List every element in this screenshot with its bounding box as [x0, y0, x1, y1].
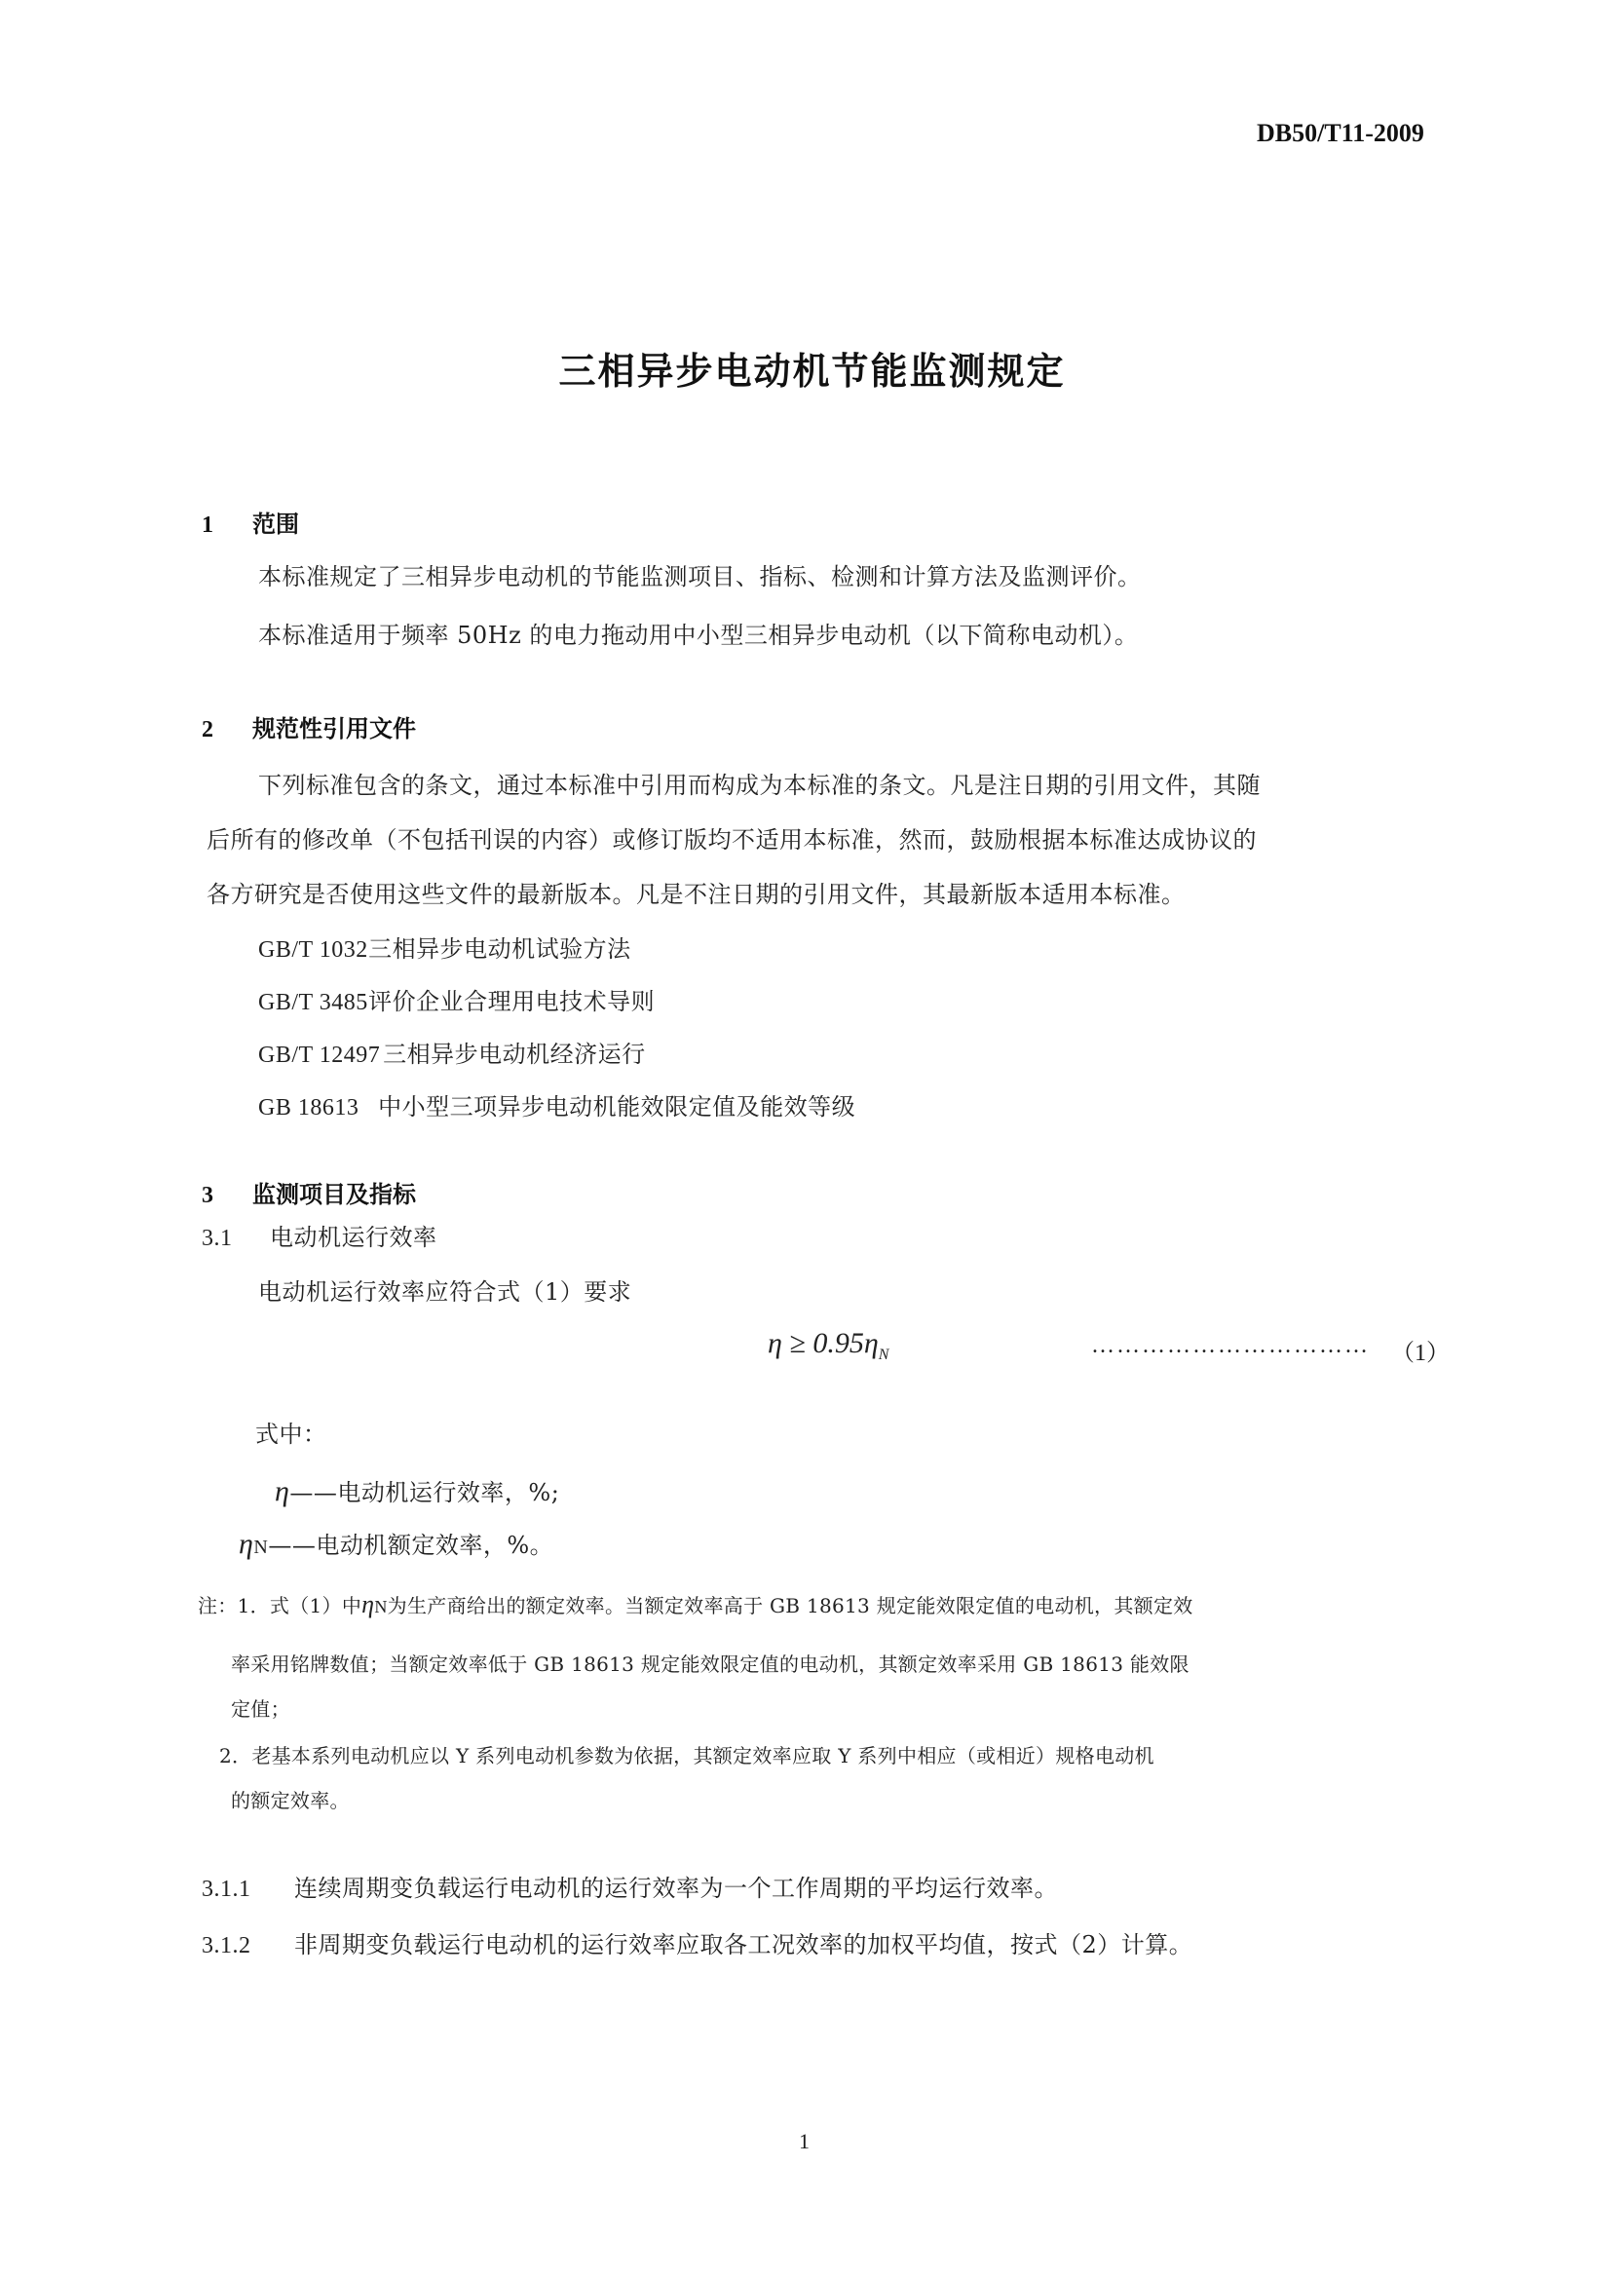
reference-name: 三相异步电动机经济运行 — [383, 1041, 646, 1068]
section-number: 2 — [202, 717, 213, 742]
reference-name: 评价企业合理用电技术导则 — [368, 988, 656, 1015]
note-1-line-2: 率采用铭牌数值；当额定效率低于 GB 18613 规定能效限定值的电动机，其额定效率采用 GB 18613 能效限 — [231, 1652, 1190, 1676]
formula-subscript: N — [878, 1347, 889, 1363]
subsection-3-1-heading — [202, 1218, 437, 1252]
section-number: 3 — [202, 1183, 213, 1208]
note-1-line-1 — [198, 1590, 1193, 1619]
paragraph-line: 后所有的修改单（不包括刊误的内容）或修订版均不适用本标准，然而，鼓励根据本标准达成协议的 — [207, 826, 1257, 854]
reference-name: 三相异步电动机试验方法 — [368, 935, 631, 963]
symbol-subscript: N — [253, 1537, 269, 1558]
subsection-3-1-2 — [202, 1925, 1192, 1959]
subsection-number: 3.1.2 — [202, 1933, 251, 1958]
formula-1 — [768, 1327, 888, 1364]
where-label: 式中： — [255, 1421, 327, 1448]
section-2-heading — [202, 709, 416, 743]
reference-item — [258, 982, 655, 1016]
page-number: 1 — [799, 2129, 810, 2153]
reference-code: GB/T 3485 — [258, 990, 368, 1015]
paragraph: 本标准规定了三相异步电动机的节能监测项目、指标、检测和计算方法及监测评价。 — [258, 563, 1142, 590]
reference-code: GB/T 1032 — [258, 937, 368, 963]
subsection-text: 非周期变负载运行电动机的运行效率应取各工况效率的加权平均值，按式（2）计算。 — [294, 1931, 1193, 1958]
subsection-3-1-1 — [202, 1869, 1058, 1903]
note-2-line-2: 的额定效率。 — [231, 1789, 350, 1812]
document-title: 三相异步电动机节能监测规定 — [558, 350, 1066, 393]
definition-text: ——电动机额定效率，%。 — [268, 1532, 554, 1559]
note-2-line-1: 2．老基本系列电动机应以 Y 系列电动机参数为依据，其额定效率应取 Y 系列中相应（或相近）规格电动机 — [219, 1744, 1154, 1767]
symbol: η — [275, 1475, 290, 1507]
reference-item — [258, 930, 631, 964]
symbol-definition — [239, 1526, 553, 1561]
note-prefix: 注：1．式（1）中 — [198, 1594, 362, 1617]
document-code: DB50/T11-2009 — [1257, 119, 1424, 147]
definition-text: ——电动机运行效率，%; — [289, 1479, 560, 1506]
section-title: 监测项目及指标 — [252, 1181, 416, 1208]
reference-name: 中小型三项异步电动机能效限定值及能效等级 — [378, 1093, 856, 1121]
paragraph-line: 下列标准包含的条文，通过本标准中引用而构成为本标准的条文。凡是注日期的引用文件，其随 — [258, 772, 1261, 799]
symbol: η — [361, 1590, 375, 1618]
symbol-definition — [275, 1473, 559, 1508]
reference-code: GB 18613 — [258, 1095, 359, 1121]
note-text: 为生产商给出的额定效率。当额定效率高于 GB 18613 规定能效限定值的电动机，其额定效 — [387, 1594, 1193, 1617]
equation-number: （1） — [1391, 1341, 1450, 1366]
section-title: 规范性引用文件 — [252, 715, 416, 742]
reference-item — [258, 1087, 855, 1121]
paragraph: 本标准适用于频率 50Hz 的电力拖动用中小型三相异步电动机（以下简称电动机）。 — [258, 622, 1139, 649]
note-1-line-3: 定值； — [231, 1697, 290, 1721]
subsection-title: 电动机运行效率 — [270, 1224, 437, 1251]
subsection-number: 3.1.1 — [202, 1877, 251, 1902]
subsection-number: 3.1 — [202, 1226, 233, 1251]
formula-expression: η ≥ 0.95η — [768, 1327, 879, 1359]
reference-code: GB/T 12497 — [258, 1043, 381, 1068]
subsection-text: 连续周期变负载运行电动机的运行效率为一个工作周期的平均运行效率。 — [294, 1875, 1058, 1902]
symbol: η — [239, 1528, 254, 1560]
section-number: 1 — [202, 513, 213, 538]
paragraph-line: 各方研究是否使用这些文件的最新版本。凡是不注日期的引用文件，其最新版本适用本标准。 — [207, 881, 1186, 908]
symbol-subscript: N — [374, 1597, 388, 1616]
section-title: 范围 — [252, 511, 299, 538]
section-1-heading — [202, 505, 299, 539]
reference-item — [258, 1035, 646, 1069]
section-3-heading — [202, 1175, 416, 1209]
paragraph: 电动机运行效率应符合式（1）要求 — [258, 1278, 632, 1306]
dot-leader: …………………………… — [1091, 1333, 1370, 1358]
